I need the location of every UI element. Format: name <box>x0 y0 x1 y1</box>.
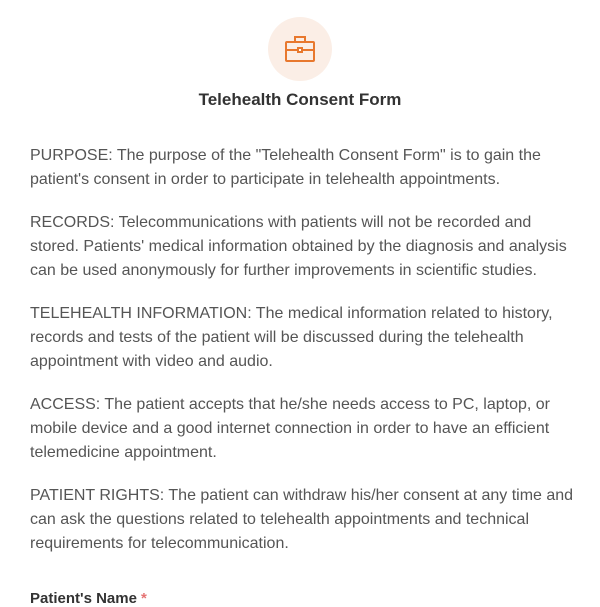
patient-rights-paragraph: PATIENT RIGHTS: The patient can withdraw his/her consent at any time and can ask the questions related to telehealth appointments and technical requirements for telecommunication. <box>30 487 574 552</box>
form-icon-badge <box>268 17 332 81</box>
patient-name-label-text: Patient's Name <box>30 590 137 607</box>
required-marker: * <box>140 590 147 607</box>
briefcase-icon <box>284 35 316 63</box>
patient-name-label <box>30 590 147 607</box>
consent-text <box>30 144 575 575</box>
access-paragraph: ACCESS: The patient accepts that he/she needs access to PC, laptop, or mobile device and a good internet connection in order to have an efficient telemedicine appointment. <box>30 396 550 461</box>
records-paragraph: RECORDS: Telecommunications with patients will not be recorded and stored. Patients' medical information obtained by the diagnosis and analysis can be used anonymously for further improvements in scientific studies. <box>30 214 567 279</box>
telehealth-information-paragraph: TELEHEALTH INFORMATION: The medical information related to history, records and tests of the patient will be discussed during the telehealth appointment with video and audio. <box>30 305 553 370</box>
form-title: Telehealth Consent Form <box>198 90 402 109</box>
purpose-paragraph: PURPOSE: The purpose of the "Telehealth Consent Form" is to gain the patient's consent in order to participate in telehealth appointments. <box>30 147 541 188</box>
